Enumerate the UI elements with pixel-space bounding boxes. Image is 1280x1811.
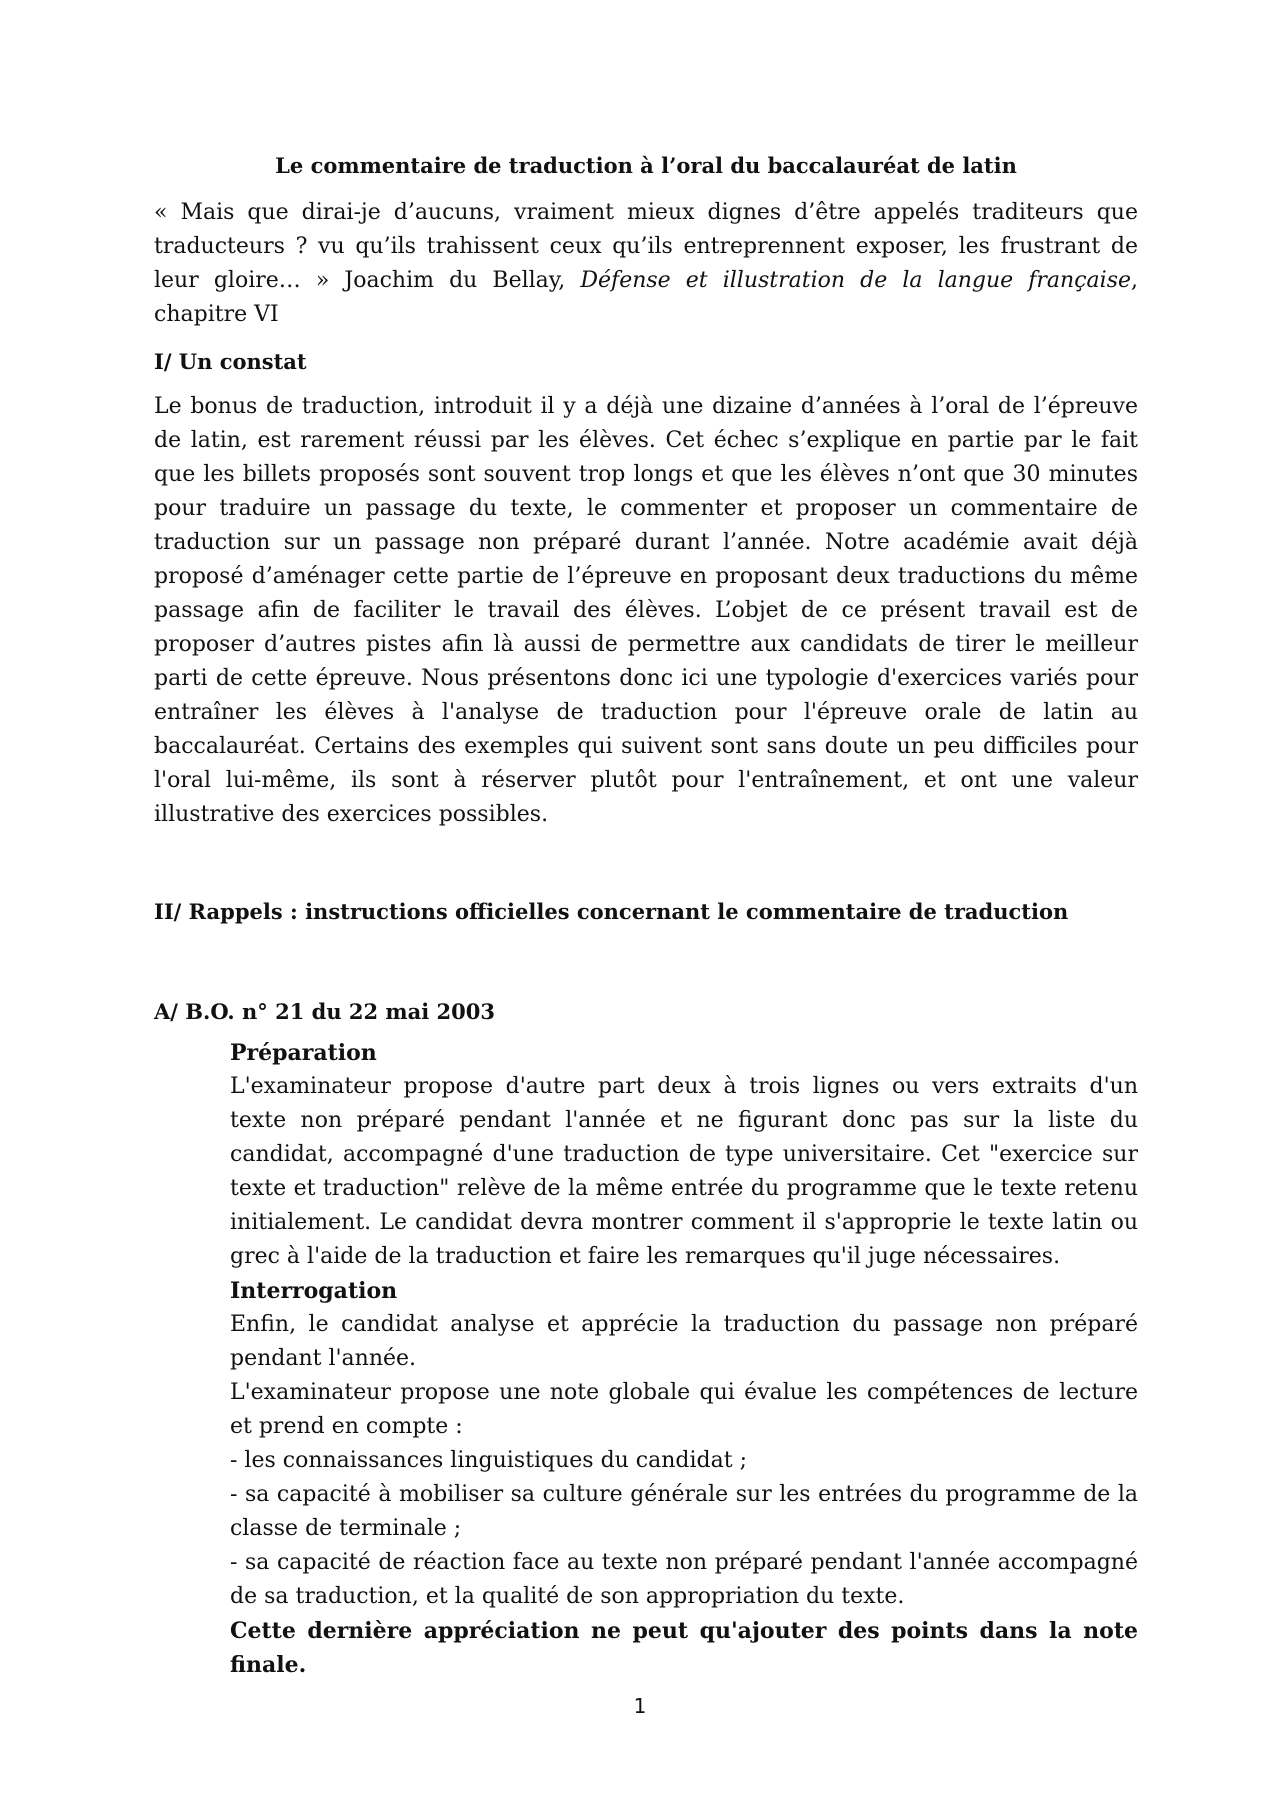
section-heading-bo: A/ B.O. n° 21 du 22 mai 2003 xyxy=(154,999,495,1024)
interrogation-text: Enfin, le candidat analyse et apprécie la traduction du passage non préparé pendant l'année. xyxy=(230,1312,1138,1371)
quote-suffix: , chapitre VI xyxy=(154,268,1139,327)
section-paragraph-constat: Le bonus de traduction, introduit il y a déjà une dizaine d’années à l’oral de l’épreuve de latin, est rarement réussi par les élèves. Cet échec s’explique en partie par le fait que les billets proposés sont souvent trop longs et que les élèves n’ont que 30 minutes pour traduire un passage du texte, le commenter et proposer un commentaire de traduction sur un passage non préparé durant l’année. Notre académie avait déjà proposé d’aménager cette partie de l’épreuve en proposant deux traductions du même passage afin de faciliter le travail des élèves. L’objet de ce présent travail est de proposer d’autres pistes afin là aussi de permettre aux candidats de tirer le meilleur parti de cette épreuve. Nous présentons donc ici une typologie d'exercices variés pour entraîner les élèves à l'analyse de traduction pour l'épreuve orale de latin au baccalauréat. Certains des exemples qui suivent sont sans doute un peu difficiles pour l'oral lui-même, ils sont à réserver plutôt pour l'entraînement, et ont une valeur illustrative des exercices possibles. xyxy=(154,394,1138,827)
preparation-heading: Préparation xyxy=(230,1040,377,1066)
section-heading-rappels: II/ Rappels : instructions officielles concernant le commentaire de traduction xyxy=(154,899,1069,924)
section-heading-constat: I/ Un constat xyxy=(154,349,307,374)
criteria-item: - sa capacité de réaction face au texte non préparé pendant l'année accompagné de sa traduction, et la qualité de son appropriation du texte. xyxy=(230,1550,1138,1609)
official-instructions-block xyxy=(230,1036,1138,1682)
document-title: Le commentaire de traduction à l’oral du baccalauréat de latin xyxy=(275,153,1017,178)
epigraph-quote xyxy=(154,196,1138,332)
quote-work-title: Défense et illustration de la langue française xyxy=(580,268,1132,293)
page-content xyxy=(154,150,1138,1682)
interrogation-heading: Interrogation xyxy=(230,1278,398,1304)
evaluation-text: L'examinateur propose une note globale qui évalue les compétences de lecture et prend en compte : xyxy=(230,1380,1138,1439)
criteria-item: - sa capacité à mobiliser sa culture générale sur les entrées du programme de la classe de terminale ; xyxy=(230,1482,1138,1541)
preparation-text: L'examinateur propose d'autre part deux à trois lignes ou vers extraits d'un texte non préparé pendant l'année et ne figurant donc pas sur la liste du candidat, accompagné d'une traduction de type universitaire. Cet "exercice sur texte et traduction" relève de la même entrée du programme que le texte retenu initialement. Le candidat devra montrer comment il s'approprie le texte latin ou grec à l'aide de la traduction et faire les remarques qu'il juge nécessaires. xyxy=(230,1074,1138,1269)
criteria-item: - les connaissances linguistiques du candidat ; xyxy=(230,1448,747,1473)
page-number: 1 xyxy=(633,1694,647,1718)
quote-text: « Mais que dirai-je d’aucuns, vraiment mieux dignes d’être appelés traditeurs que traducteurs ? vu qu’ils trahissent ceux qu’ils entreprennent exposer, les frustrant de leur gloire… » Joachim du Bellay, xyxy=(154,200,1138,293)
final-note: Cette dernière appréciation ne peut qu'ajouter des points dans la note finale. xyxy=(230,1618,1138,1678)
